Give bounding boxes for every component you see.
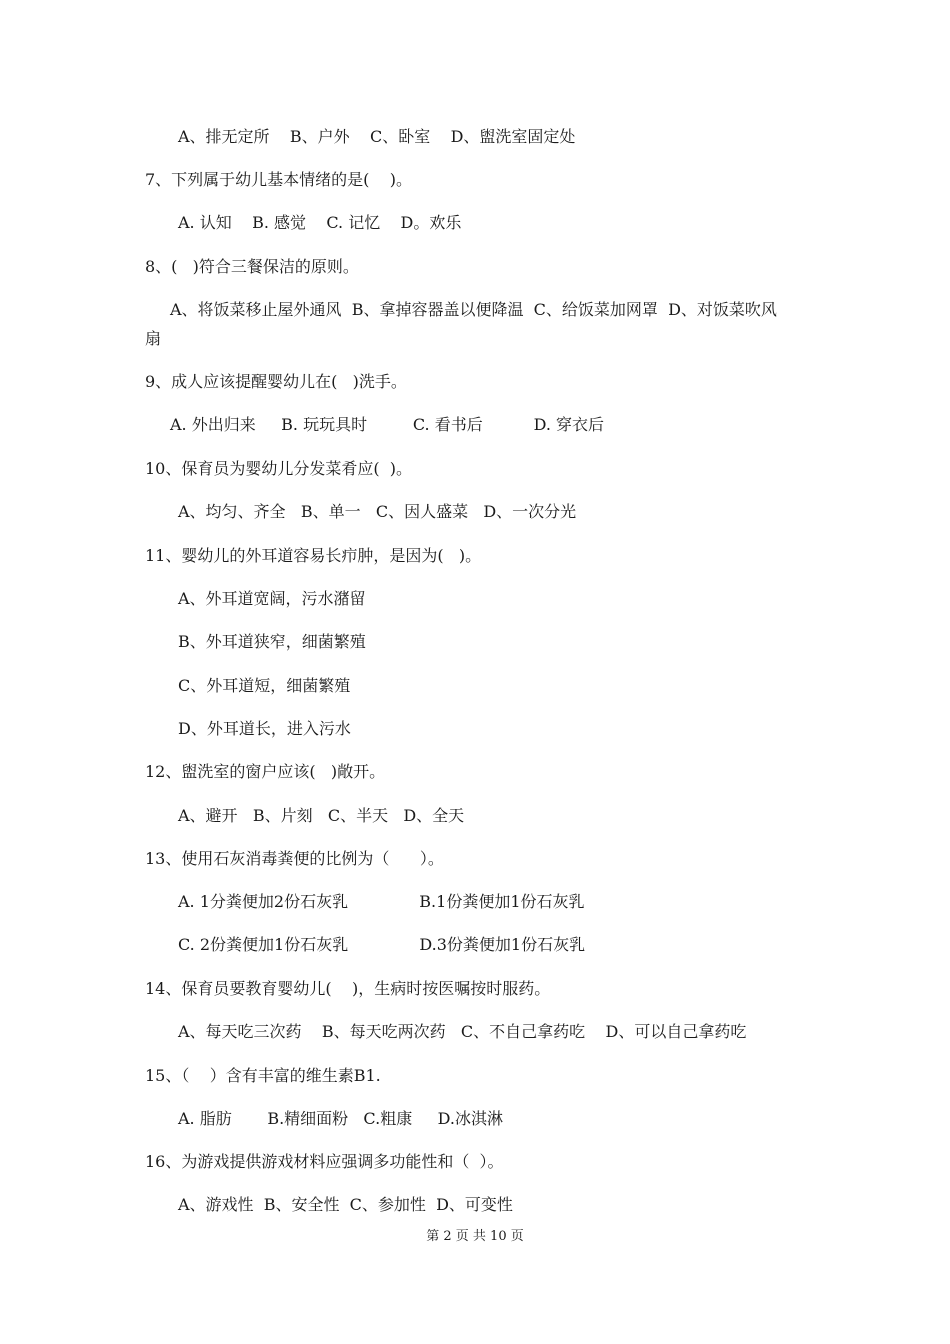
q11-stem: 11、婴幼儿的外耳道容易长疖肿，是因为( )。 (145, 546, 482, 565)
q10-options: A、均匀、齐全 B、单一 C、因人盛菜 D、一次分光 (178, 502, 577, 521)
q16-stem: 16、为游戏提供游戏材料应强调多功能性和（ ）。 (145, 1152, 504, 1171)
q7-options: A. 认知 B. 感觉 C. 记忆 D。欢乐 (178, 213, 462, 232)
q13-stem: 13、使用石灰消毒粪便的比例为（ ）。 (145, 849, 444, 868)
q11-option-a: A、外耳道宽阔，污水潴留 (178, 589, 366, 608)
q6-options: A、排无定所 B、户外 C、卧室 D、盥洗室固定处 (178, 127, 576, 146)
q7-stem: 7、下列属于幼儿基本情绪的是( )。 (145, 170, 413, 189)
q8-options-wrap: 扇 (145, 329, 162, 348)
q14-stem: 14、保育员要教育婴幼儿( )，生病时按医嘱按时服药。 (145, 979, 551, 998)
q13-options-ab: A. 1分粪便加2份石灰乳 B.1份粪便加1份石灰乳 (178, 892, 585, 911)
q10-stem: 10、保育员为婴幼儿分发菜肴应( )。 (145, 459, 413, 478)
q8-options: A、将饭菜移止屋外通风 B、拿掉容器盖以便降温 C、给饭菜加网罩 D、对饭菜吹风 (170, 300, 777, 319)
page-number-footer: 第 2 页 共 10 页 (426, 1229, 524, 1244)
q15-stem: 15、（ ）含有丰富的维生素B1. (145, 1066, 381, 1085)
q13-options-cd: C. 2份粪便加1份石灰乳 D.3份粪便加1份石灰乳 (178, 935, 586, 954)
q9-options: A. 外出归来 B. 玩玩具时 C. 看书后 D. 穿衣后 (170, 415, 604, 434)
q11-option-b: B、外耳道狭窄，细菌繁殖 (178, 632, 366, 651)
q11-option-c: C、外耳道短，细菌繁殖 (178, 676, 351, 695)
q9-stem: 9、成人应该提醒婴幼儿在( )洗手。 (145, 372, 407, 391)
q16-options: A、游戏性 B、安全性 C、参加性 D、可变性 (178, 1195, 513, 1214)
q8-stem: 8、( )符合三餐保洁的原则。 (145, 257, 359, 276)
q14-options: A、每天吃三次药 B、每天吃两次药 C、不自己拿药吃 D、可以自己拿药吃 (178, 1022, 747, 1041)
q11-option-d: D、外耳道长，进入污水 (178, 719, 351, 738)
q12-stem: 12、盥洗室的窗户应该( )敞开。 (145, 762, 386, 781)
q12-options: A、避开 B、片刻 C、半天 D、全天 (178, 806, 465, 825)
q15-options: A. 脂肪 B.精细面粉 C.粗康 D.冰淇淋 (178, 1109, 503, 1128)
